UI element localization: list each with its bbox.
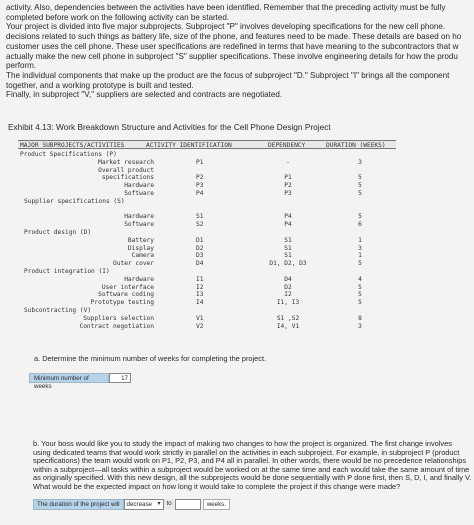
- activity-duration: 3: [358, 158, 362, 166]
- activity-name: Software coding: [98, 291, 154, 299]
- activity-id: P3: [196, 182, 204, 190]
- new-duration-input[interactable]: [175, 499, 201, 510]
- activity-name: Camera: [131, 252, 154, 260]
- intro-line: completed before work on the following activity can be started.: [6, 12, 230, 22]
- question-b-line: What would be the expected impact on how long it would take to complete the project if this change were made?: [33, 481, 401, 491]
- activity-dependency: I4, V1: [276, 322, 300, 330]
- activity-id: I3: [196, 291, 204, 299]
- answer-a: [29, 373, 131, 390]
- activity-name: User interface: [101, 283, 154, 291]
- answer-a-label: Minimum number of weeks: [29, 373, 109, 383]
- table-row: [18, 307, 396, 315]
- intro-line: Your project is divided into five major subprojects. Subproject "P" involves developing specifications for the new cell phone.: [6, 22, 446, 32]
- activity-name: Suppliers selection: [83, 314, 154, 322]
- answer-b-label: The duration of the project will: [33, 499, 124, 510]
- activity-id: P1: [196, 158, 204, 166]
- activity-dependency: P1: [284, 174, 292, 182]
- header-dependency: DEPENDENCY: [268, 142, 306, 149]
- activity-duration: 8: [358, 314, 362, 322]
- activity-dependency: D2: [284, 283, 292, 291]
- activity-name: Product integration (I): [24, 268, 110, 275]
- activity-duration: 5: [358, 174, 362, 182]
- activity-dependency: D1, D2, D3: [269, 260, 307, 268]
- activity-name: Software: [124, 221, 154, 229]
- activity-id: I1: [196, 275, 204, 283]
- table-row: [18, 151, 396, 159]
- activity-dependency: S1 ,S2: [276, 314, 300, 322]
- activity-duration: 5: [358, 182, 362, 190]
- activity-dependency: I1, I3: [276, 299, 300, 307]
- table-row: [18, 206, 396, 214]
- activity-dependency: I2: [284, 291, 292, 299]
- intro-line: Finally, in subproject "V," suppliers are selected and contracts are negotiated.: [6, 90, 283, 100]
- table-row: [18, 268, 396, 276]
- table-row: [18, 315, 396, 323]
- activity-duration: 5: [358, 283, 362, 291]
- intro-line: perform.: [6, 61, 37, 71]
- activity-name: Hardware: [124, 213, 154, 221]
- table-row: [18, 260, 396, 268]
- activity-id: P4: [196, 190, 204, 197]
- question-b-line: as originally specified. With this new design, all the subprojects would be done sequentially with P done first, then S, D, I, and finally V.: [33, 473, 472, 483]
- activity-id: V1: [196, 314, 204, 322]
- activity-id: I4: [196, 299, 204, 307]
- activity-duration: 5: [358, 213, 362, 221]
- activity-name: Prototype testing: [90, 299, 154, 307]
- activity-id: V2: [196, 322, 204, 330]
- activity-id: D4: [196, 260, 204, 268]
- weeks-label: weeks.: [203, 499, 230, 510]
- intro-line: activity. Also, dependencies between the activities have been identified. Remember that the preceding activity must be fully: [6, 3, 446, 12]
- activity-id: D1: [196, 236, 204, 244]
- activity-dependency: S1: [284, 244, 292, 252]
- activity-id: D2: [196, 244, 204, 252]
- activity-duration: 5: [358, 190, 362, 197]
- intro-line: The individual components that make up the product are the focus of subproject "D." Subproject "I" brings all the component: [6, 70, 450, 80]
- table-row: [18, 221, 396, 229]
- activity-duration: 6: [358, 221, 362, 229]
- activity-name: Hardware: [124, 182, 154, 190]
- to-label: to: [164, 499, 175, 510]
- activity-name: Outer cover: [113, 260, 154, 268]
- exhibit-title: Exhibit 4.13: Work Breakdown Structure and Activities for the Cell Phone Design Project: [8, 122, 331, 132]
- activity-duration: 1: [358, 252, 362, 260]
- activity-duration: 3: [358, 322, 362, 330]
- activity-name: Product Specifications (P): [20, 151, 117, 158]
- header-id: ACTIVITY IDENTIFICATION: [146, 142, 232, 149]
- activity-name: Battery: [127, 236, 154, 244]
- activity-dependency: P2: [284, 182, 292, 190]
- activity-name: Market research: [98, 158, 154, 166]
- activity-id: P2: [196, 174, 204, 182]
- activity-name: Contract negotiation: [79, 322, 154, 330]
- table-row: [18, 284, 396, 292]
- activity-duration: 5: [358, 260, 362, 268]
- table-row: [18, 323, 396, 331]
- intro-line: actually make the new cell phone in subproject "S" supplier specifications. These involve engineering details for how the produ: [6, 51, 458, 61]
- activity-duration: 5: [358, 299, 362, 307]
- activity-name: Display: [127, 244, 154, 252]
- table-row: [18, 245, 396, 253]
- activity-dependency: P4: [284, 213, 292, 221]
- question-b-line: within a subproject—all tasks within a subproject would be worked on at the same time and each would take the same amount of time: [33, 464, 470, 474]
- activity-duration: 1: [358, 236, 362, 244]
- change-direction-select[interactable]: decrease ▾: [124, 499, 164, 510]
- question-b-line: b. Your boss would like you to study the impact of making two changes to how the project is organized. The first change involves: [33, 439, 452, 448]
- activity-name: Hardware: [124, 275, 154, 283]
- intro-line: decisions related to such things as battery life, size of the phone, and features need to be made. These details are based on ho: [6, 32, 462, 42]
- intro-line: customer uses the cell phone. These user specifications are redefined in terms that have meaning to the subcontractors that w: [6, 41, 459, 51]
- activity-dependency: P3: [284, 190, 292, 197]
- activity-name: Subcontracting (V): [24, 307, 92, 314]
- table-row: [18, 291, 396, 299]
- table-row: [18, 190, 396, 198]
- table-row: [18, 174, 396, 182]
- activity-dependency: P4: [284, 221, 292, 229]
- table-row: [18, 276, 396, 284]
- table-row: [18, 229, 396, 237]
- activity-name: Product design (D): [24, 229, 92, 236]
- table-row: [18, 252, 396, 260]
- min-weeks-input[interactable]: 17: [109, 373, 131, 383]
- activity-id: D3: [196, 252, 204, 260]
- activity-duration: 3: [358, 244, 362, 252]
- activity-id: I2: [196, 283, 204, 291]
- wbs-table: [18, 140, 396, 330]
- activity-id: S1: [196, 213, 204, 221]
- table-header: [18, 140, 396, 149]
- question-b-line: using dedicated teams that would work strictly in parallel on the activities in each subproject. For example, in subproject P (product: [33, 447, 460, 457]
- activity-name: Supplier specifications (S): [24, 197, 125, 205]
- activity-dependency: S1: [284, 252, 292, 260]
- activity-duration: 5: [358, 291, 362, 299]
- question-b-line: specifications) the team would work on P1, P2, P3, and P4 all in parallel. In other words, there would be no precedence relationships: [33, 456, 467, 466]
- intro-text: [6, 3, 474, 100]
- table-row: [18, 167, 396, 175]
- activity-id: S2: [196, 221, 204, 229]
- header-activity: MAJOR SUBPROJECTS/ACTIVITIES: [20, 142, 125, 149]
- activity-dependency: -: [286, 158, 290, 166]
- intro-line: together, and a working prototype is built and tested.: [6, 80, 194, 90]
- question-b: [33, 439, 472, 492]
- table-row: [18, 213, 396, 221]
- table-row: [18, 198, 396, 206]
- activity-duration: 4: [358, 275, 362, 283]
- question-a: a. Determine the minimum number of weeks for completing the project.: [34, 354, 267, 363]
- table-row: [18, 237, 396, 245]
- table-row: [18, 299, 396, 307]
- header-duration: DURATION (WEEKS): [326, 142, 386, 149]
- activity-name: specifications: [101, 174, 154, 182]
- activity-name: Overall product: [98, 166, 154, 174]
- table-row: [18, 182, 396, 190]
- activity-dependency: S1: [284, 236, 292, 244]
- table-row: [18, 159, 396, 167]
- answer-b: [33, 499, 230, 510]
- activity-dependency: D4: [284, 275, 292, 283]
- activity-name: Software: [124, 190, 154, 197]
